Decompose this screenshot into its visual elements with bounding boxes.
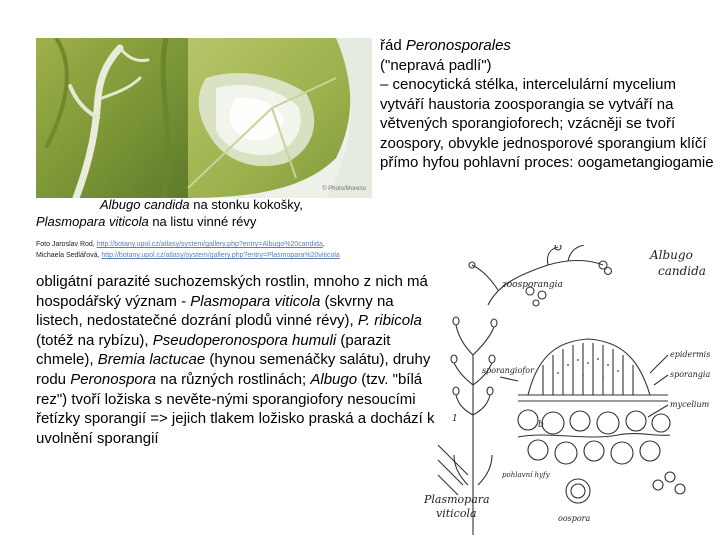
species-p-ribicola: P. ribicola: [357, 312, 422, 330]
specimen-photo-image: [36, 38, 372, 198]
photo-credit: © Photo/Moreno: [322, 186, 366, 192]
main-text-3: (totéž na rybízu),: [36, 331, 153, 349]
order-nickname: ("nepravá padlí"): [380, 56, 492, 74]
order-prefix: řád: [380, 37, 406, 54]
specimen-photo: [36, 38, 372, 198]
order-name: Peronosporales: [405, 37, 511, 54]
species-pseudoperonospora-humuli: Pseudoperonospora humuli: [152, 331, 337, 349]
source-line-1: [36, 239, 396, 250]
label-figure-1: 1: [452, 414, 458, 424]
botanical-drawing: [418, 245, 718, 535]
main-text-2: (skvrny na listech, nedostatečné dozrání plodů vinné révy),: [36, 292, 394, 330]
main-text-7: (tzv. "bílá rez") tvoří ložiska s nevěte-nými sporangiofory nesoucími řetízky sporangií => jejich tlakem ložisko praská a dochází k uvolnění sporangií: [36, 370, 435, 447]
label-epidermis: epidermis: [670, 350, 711, 359]
label-sporangiophore: sporangiofor: [482, 366, 534, 375]
species-bremia-lactucae: Bremia lactucae: [97, 351, 206, 369]
species-plasmopara-viticola: Plasmopara viticola: [190, 292, 321, 310]
label-albugo: Albugo: [650, 248, 693, 262]
caption-text-2: na listu vinné révy: [148, 214, 257, 229]
source-line-2: [36, 250, 396, 261]
label-sporangia: sporangia: [670, 370, 711, 379]
source-author-2: Michaela Sedlářová,: [36, 252, 102, 259]
photo-caption: [36, 196, 376, 230]
label-figure-b: b: [538, 420, 544, 430]
drawing-illustration: [418, 245, 718, 535]
main-text-5: (hynou semenáčky salátu), druhy rodu: [36, 351, 431, 388]
label-plasmopara: Plasmopara: [424, 493, 490, 506]
caption-species-albugo: Albugo candida: [100, 197, 190, 212]
caption-species-plasmopara: Plasmopara viticola: [36, 214, 149, 229]
label-viticola: viticola: [436, 507, 477, 520]
label-oospora: oospora: [558, 514, 591, 523]
source-suffix-1: ,: [322, 241, 325, 248]
order-description: [380, 36, 714, 173]
photo-sources: [36, 239, 396, 261]
order-title: [380, 36, 714, 56]
label-mycelium: mycelium: [670, 400, 710, 409]
label-zoospores: pohlavní hyfy: [502, 471, 550, 479]
caption-text-1: na stonku kokošky,: [189, 197, 303, 212]
genus-peronospora: Peronospora: [70, 370, 157, 388]
source-link-1[interactable]: http://botany.upol.cz/atlasy/system/gallery.php?entry=Albugo%20candida: [96, 241, 323, 248]
genus-albugo: Albugo: [310, 370, 358, 388]
order-characteristics: – cenocytická stélka, intercelulární mycelium vytváří haustoria zoosporangia se vytváří na větvených sporangioforech; vzácněji se tvoří zoospory, obvykle jednosporové sporangium klíčí přímo hyfou pohlavní proces: oogametangiogamie: [380, 76, 714, 171]
source-link-2[interactable]: http://botany.upol.cz/atlasy/system/gallery.php?entry=Plasmopara%20viticola: [101, 252, 340, 259]
main-paragraph: [36, 272, 436, 448]
source-author-1: Foto Jaroslav Rod,: [36, 241, 97, 248]
main-text-1: obligátní parazité suchozemských rostlin, mnoho z nich má hospodářský význam -: [36, 273, 428, 310]
main-text-6: na různých rostlinách;: [156, 370, 311, 388]
main-text-4: (parazit chmele),: [36, 331, 391, 369]
label-candida: candida: [658, 264, 706, 278]
label-zoosporangia: zoosporangia: [502, 280, 563, 290]
